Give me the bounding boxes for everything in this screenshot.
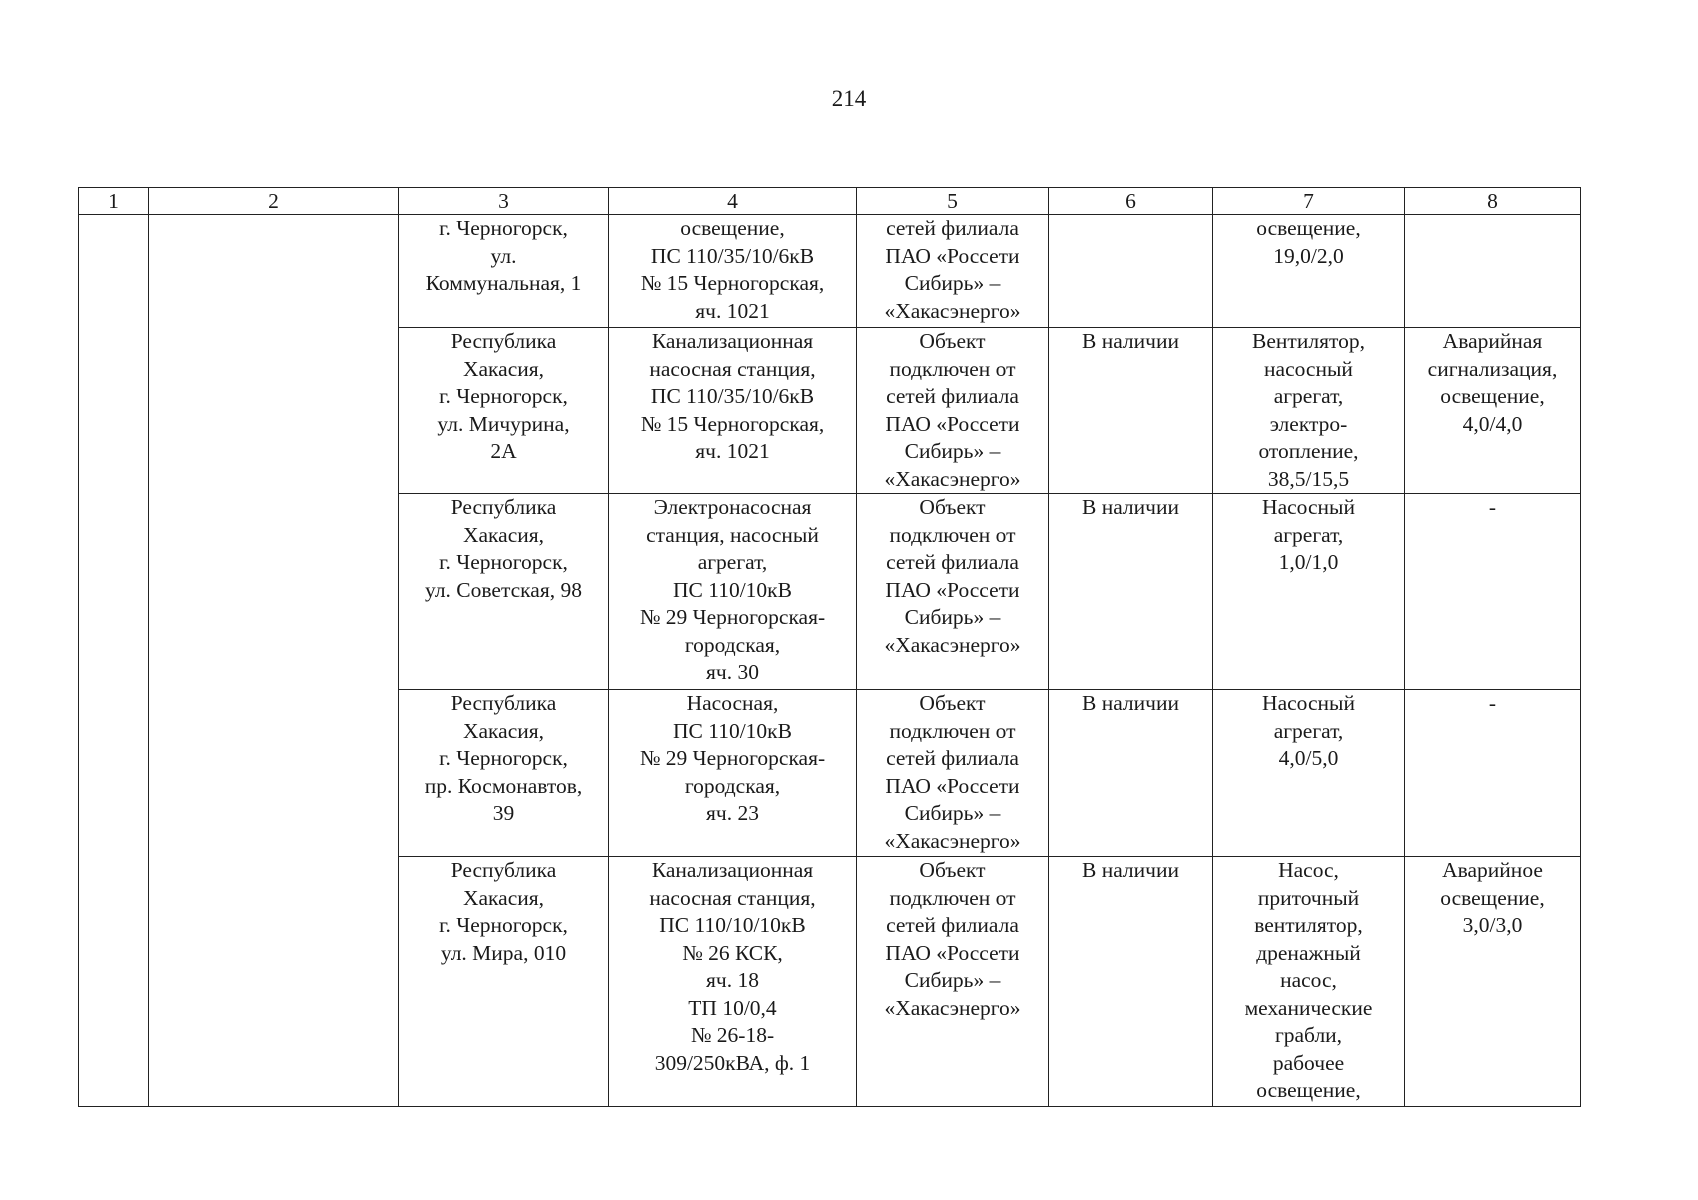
power-source-cell: Канализационная насосная станция, ПС 110/35/10/6кВ № 15 Черногорская, яч. 1021 bbox=[609, 328, 857, 494]
availability-cell: В наличии bbox=[1049, 690, 1213, 857]
emergency-cell: - bbox=[1405, 690, 1581, 857]
connection-cell: Объект подключен от сетей филиала ПАО «Россети Сибирь» – «Хакасэнерго» bbox=[857, 494, 1049, 690]
column-header: 1 bbox=[79, 188, 149, 215]
column-header: 2 bbox=[149, 188, 399, 215]
equipment-cell: Насос, приточный вентилятор, дренажный насос, механические грабли, рабочее освещение, bbox=[1213, 857, 1405, 1107]
equipment-cell: освещение, 19,0/2,0 bbox=[1213, 215, 1405, 328]
column-header: 7 bbox=[1213, 188, 1405, 215]
connection-cell: Объект подключен от сетей филиала ПАО «Россети Сибирь» – «Хакасэнерго» bbox=[857, 857, 1049, 1107]
address-cell: Республика Хакасия, г. Черногорск, пр. Космонавтов, 39 bbox=[399, 690, 609, 857]
column-header: 5 bbox=[857, 188, 1049, 215]
availability-cell: В наличии bbox=[1049, 857, 1213, 1107]
header-row bbox=[79, 188, 1581, 215]
column-header: 8 bbox=[1405, 188, 1581, 215]
address-cell: Республика Хакасия, г. Черногорск, ул. Советская, 98 bbox=[399, 494, 609, 690]
emergency-cell: Аварийное освещение, 3,0/3,0 bbox=[1405, 857, 1581, 1107]
address-cell: г. Черногорск, ул. Коммунальная, 1 bbox=[399, 215, 609, 328]
emergency-cell bbox=[1405, 215, 1581, 328]
power-source-cell: освещение, ПС 110/35/10/6кВ № 15 Черногорская, яч. 1021 bbox=[609, 215, 857, 328]
power-source-cell: Насосная, ПС 110/10кВ № 29 Черногорская- городская, яч. 23 bbox=[609, 690, 857, 857]
availability-cell: В наличии bbox=[1049, 494, 1213, 690]
data-table bbox=[78, 187, 1581, 1107]
page-number: 214 bbox=[831, 86, 867, 111]
emergency-cell: - bbox=[1405, 494, 1581, 690]
connection-cell: Объект подключен от сетей филиала ПАО «Россети Сибирь» – «Хакасэнерго» bbox=[857, 690, 1049, 857]
merged-cell-col2 bbox=[149, 215, 399, 1107]
column-header: 6 bbox=[1049, 188, 1213, 215]
merged-cell-col1 bbox=[79, 215, 149, 1107]
power-source-cell: Канализационная насосная станция, ПС 110/10/10кВ № 26 КСК, яч. 18 ТП 10/0,4 № 26-18- 309/250кВА, ф. 1 bbox=[609, 857, 857, 1107]
column-header: 3 bbox=[399, 188, 609, 215]
equipment-cell: Насосный агрегат, 1,0/1,0 bbox=[1213, 494, 1405, 690]
address-cell: Республика Хакасия, г. Черногорск, ул. Мичурина, 2А bbox=[399, 328, 609, 494]
column-header: 4 bbox=[609, 188, 857, 215]
power-source-cell: Электронасосная станция, насосный агрегат, ПС 110/10кВ № 29 Черногорская- городская, яч. 30 bbox=[609, 494, 857, 690]
emergency-cell: Аварийная сигнализация, освещение, 4,0/4,0 bbox=[1405, 328, 1581, 494]
availability-cell bbox=[1049, 215, 1213, 328]
connection-cell: сетей филиала ПАО «Россети Сибирь» – «Хакасэнерго» bbox=[857, 215, 1049, 328]
availability-cell: В наличии bbox=[1049, 328, 1213, 494]
equipment-cell: Насосный агрегат, 4,0/5,0 bbox=[1213, 690, 1405, 857]
table-row bbox=[79, 215, 1581, 328]
connection-cell: Объект подключен от сетей филиала ПАО «Россети Сибирь» – «Хакасэнерго» bbox=[857, 328, 1049, 494]
address-cell: Республика Хакасия, г. Черногорск, ул. Мира, 010 bbox=[399, 857, 609, 1107]
equipment-cell: Вентилятор, насосный агрегат, электро- отопление, 38,5/15,5 bbox=[1213, 328, 1405, 494]
